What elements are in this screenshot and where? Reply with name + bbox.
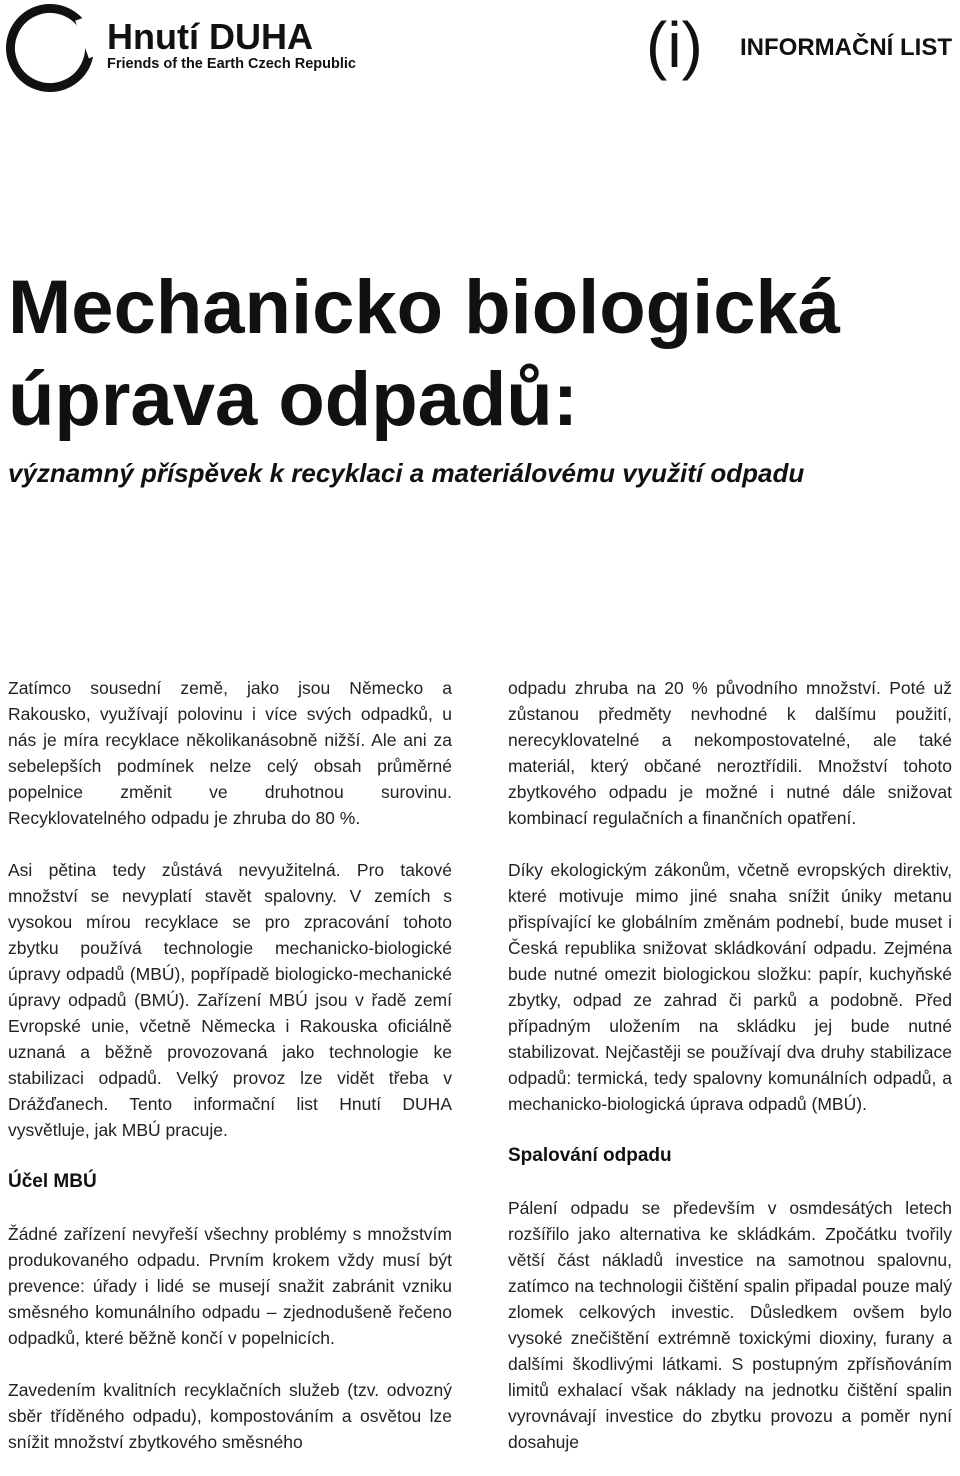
title-line-2: úprava odpadů: bbox=[8, 357, 579, 442]
title-line-1: Mechanicko biologická bbox=[8, 265, 840, 350]
org-name: Hnutí DUHA bbox=[107, 16, 313, 57]
left-paragraph-3: Žádné zařízení nevyřeší všechny problémy s množstvím produkovaného odpadu. Prvním krokem vždy musí být prevence: úřady i lidé se musejí snažit zabránit vzniku směsného komunálního odpadu – zjednodušeně řečeno odpadků, které běžně končí v popelnicích. bbox=[8, 1224, 452, 1348]
right-paragraph-1: odpadu zhruba na 20 % původního množství. Poté už zůstanou předměty nevhodné k dalšímu použití, nerecyklovatelné a nekompostovatelné, ale také materiál, který občané neroztřídili. Množství tohoto zbytkového odpadu je možné i nutné dále snižovat kombinací regulačních a finančních opatření. bbox=[508, 678, 952, 828]
section-heading-ucel: Účel MBÚ bbox=[8, 1171, 97, 1192]
left-column bbox=[8, 675, 452, 1455]
left-paragraph-2: Asi pětina tedy zůstává nevyužitelná. Pro takové množství se nevyplatí stavět spalovny. V zemích s vysokou mírou recyklace se pro zpracování tohoto zbytku používá technologie mechanicko-biologické úpravy odpadů (MBÚ), popřípadě biologicko-mechanické úpravy odpadů (BMÚ). Zařízení MBÚ jsou v řadě zemí Evropské unie, včetně Německa i Rakouska oficiálně uznaná a běžně provozovaná jako technologie ke stabilizaci odpadů. Velký provoz lze vidět třeba v Drážďanech. Tento informační list Hnutí DUHA vysvětluje, jak MBÚ pracuje. bbox=[8, 860, 452, 1140]
info-icon: (i) bbox=[646, 9, 703, 81]
header bbox=[0, 0, 960, 100]
document-type: INFORMAČNÍ LIST bbox=[740, 34, 952, 61]
left-paragraph-4: Zavedením kvalitních recyklačních služeb (tzv. odvozný sběr tříděného odpadu), kompostováním a osvětou lze snížit množství zbytkového směsného bbox=[8, 1380, 452, 1452]
right-paragraph-3: Pálení odpadu se především v osmdesátých letech rozšířilo jako alternativa ke skládkám. Zpočátku tvořily větší část nákladů investice na samotnou spalovnu, zatímco na technologii čištění spalin připadal pouze malý zlomek celkových investic. Důsledkem ovšem bylo vysoké znečištění extrémně toxickými dioxiny, furany a dalšími škodlivými látkami. S postupným zpřísňováním limitů exhalací však náklady na jednotku čištění spalin vyrovnávají investice do zbytku provozu a poměr nyní dosahuje bbox=[508, 1198, 952, 1452]
page-subtitle: významný příspěvek k recyklaci a materiálovému využití odpadu bbox=[8, 458, 805, 488]
hnuti-duha-logo-icon bbox=[0, 0, 106, 104]
page-title bbox=[8, 262, 948, 446]
right-paragraph-2: Díky ekologickým zákonům, včetně evropských direktiv, které motivuje mimo jiné snaha snížit úniky metanu přispívající ke globálním změnám podnebí, bude muset i Česká republika snižovat skládkování odpadu. Zejména bude nutné omezit biologickou složku: papír, kuchyňské zbytky, odpad ze zahrad či parků a podobně. Před případným uložením na skládku jej bude nutné stabilizovat. Nejčastěji se používají dva druhy stabilizace odpadů: termická, tedy spalovny komunálních odpadů, a mechanicko-biologická úprava odpadů (MBÚ). bbox=[508, 860, 952, 1114]
right-column bbox=[508, 675, 952, 1455]
left-paragraph-1: Zatímco sousední země, jako jsou Německo a Rakousko, využívají polovinu i více svých odpadků, u nás je míra recyklace několikanásobně nižší. Ale ani za sebelepších podmínek nelze celý obsah průměrné popelnice změnit ve druhotnou surovinu. Recyklovatelného odpadu je zhruba do 80 %. bbox=[8, 678, 452, 828]
org-subtitle: Friends of the Earth Czech Republic bbox=[107, 56, 356, 72]
section-heading-spalovani: Spalování odpadu bbox=[508, 1145, 672, 1166]
